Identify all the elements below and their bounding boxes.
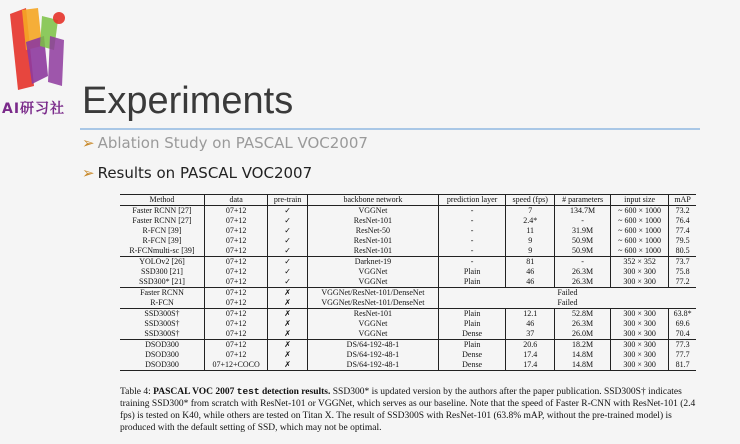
cell-backbone: Darknet-19 (307, 257, 438, 268)
header-input-size: input size (611, 195, 669, 206)
cell-backbone: ResNet-101 (307, 236, 438, 246)
cell-map: 76.4 (675, 216, 690, 225)
cell-input-size: 352 × 352 (611, 257, 669, 268)
cell-pretrain: ✗ (268, 288, 307, 299)
cell-input-size: ~ 600 × 1000 (611, 206, 669, 217)
table-row (120, 257, 696, 268)
cell-backbone: VGGNet/ResNet-101/DenseNet (307, 298, 438, 309)
cell-input-size: 300 × 300 (611, 267, 669, 277)
cell-backbone: ResNet-101 (307, 309, 438, 320)
cell-method: R-FCN [39] (120, 236, 204, 246)
caption-bold2: detection results. (259, 387, 331, 397)
cell-speed: 46 (506, 277, 555, 288)
cell-pretrain: ✓ (268, 277, 307, 288)
cell-method: DSOD300 (120, 360, 204, 371)
cell-method: R-FCNmulti-sc [39] (120, 246, 204, 257)
cell-data: 07+12 (204, 257, 267, 268)
table-body (120, 206, 696, 371)
cell-input-size: 300 × 300 (611, 309, 669, 320)
cell-map: 79.5 (675, 236, 690, 245)
table-row (120, 267, 696, 277)
header-speed: speed (fps) (506, 195, 555, 206)
cell-data: 07+12+COCO (204, 360, 267, 371)
cell-data: 07+12 (204, 329, 267, 340)
cell-data: 07+12 (204, 309, 267, 320)
cell-input-size: 300 × 300 (611, 277, 669, 288)
table-row (120, 277, 696, 288)
ai-logo-icon (4, 6, 68, 96)
cell-pretrain: ✓ (268, 206, 307, 217)
table-row (120, 309, 696, 320)
cell-method: SSD300S† (120, 309, 204, 320)
cell-parameters: 50.9M (555, 246, 611, 257)
cell-data: 07+12 (204, 216, 267, 226)
bullet-results (82, 164, 312, 182)
cell-input-size: ~ 600 × 1000 (611, 246, 669, 257)
table-row (120, 216, 696, 226)
header-backbone: backbone network (307, 195, 438, 206)
bullet-arrow-icon: ➢ (82, 164, 95, 182)
cell-data: 07+12 (204, 298, 267, 309)
cell-parameters: 26.3M (555, 267, 611, 277)
cell-map: 77.4 (675, 226, 690, 235)
cell-map: 73.2 (669, 206, 696, 217)
cell-pretrain: ✗ (268, 350, 307, 360)
cell-parameters: 14.8M (555, 360, 611, 371)
cell-pretrain: ✗ (268, 309, 307, 320)
cell-method: Faster RCNN [27] (120, 216, 204, 226)
cell-backbone: ResNet-101 (307, 216, 438, 226)
table-row (120, 226, 696, 236)
cell-input-size: 300 × 300 (611, 350, 669, 360)
cell-prediction-layer: Dense (438, 350, 505, 360)
table-row (120, 288, 696, 299)
header-data: data (204, 195, 267, 206)
cell-method: SSD300 [21] (120, 267, 204, 277)
header-method: Method (120, 195, 204, 206)
cell-pretrain: ✗ (268, 360, 307, 371)
bullet-ablation (82, 134, 368, 152)
cell-backbone: DS/64-192-48-1 (307, 360, 438, 371)
cell-prediction-layer: Dense (438, 360, 505, 371)
table-row (120, 329, 696, 340)
cell-data: 07+12 (204, 319, 267, 329)
cell-speed: 37 (506, 329, 555, 340)
cell-data: 07+12 (204, 246, 267, 257)
cell-backbone: VGGNet (307, 206, 438, 217)
cell-prediction-layer: - (438, 246, 505, 257)
cell-data: 07+12 (204, 288, 267, 299)
cell-map: 63.8* (669, 309, 696, 320)
cell-pretrain: ✓ (268, 236, 307, 246)
cell-failed: Failed (557, 298, 578, 307)
cell-method: SSD300S† (120, 319, 204, 329)
cell-map: 77.7 (675, 350, 690, 359)
results-table (120, 194, 696, 371)
cell-parameters: - (555, 257, 611, 268)
cell-speed: 9 (506, 246, 555, 257)
cell-input-size: ~ 600 × 1000 (611, 216, 669, 226)
cell-data: 07+12 (204, 340, 267, 351)
cell-data: 07+12 (204, 267, 267, 277)
cell-pretrain: ✓ (268, 216, 307, 226)
table-row (120, 298, 696, 309)
cell-pretrain: ✗ (268, 298, 307, 309)
cell-input-size: 300 × 300 (611, 340, 669, 351)
cell-backbone: DS/64-192-48-1 (307, 340, 438, 351)
cell-map: 73.7 (669, 257, 696, 268)
cell-backbone: VGGNet/ResNet-101/DenseNet (307, 288, 438, 299)
cell-speed: 17.4 (506, 360, 555, 371)
cell-prediction-layer: Dense (438, 329, 505, 340)
cell-map: 77.2 (675, 277, 690, 286)
cell-input-size: 300 × 300 (611, 329, 669, 340)
cell-prediction-layer: - (438, 206, 505, 217)
cell-method: R-FCN [39] (120, 226, 204, 236)
header-map: mAP (674, 195, 691, 204)
cell-parameters: - (555, 216, 611, 226)
cell-backbone: ResNet-50 (307, 226, 438, 236)
cell-speed: 46 (506, 319, 555, 329)
cell-speed: 12.1 (506, 309, 555, 320)
cell-method: Faster RCNN [27] (120, 206, 204, 217)
cell-parameters: 26.0M (555, 329, 611, 340)
cell-data: 07+12 (204, 226, 267, 236)
cell-parameters: 31.9M (555, 226, 611, 236)
cell-parameters: 18.2M (555, 340, 611, 351)
cell-speed: 7 (506, 206, 555, 217)
cell-parameters: 14.8M (555, 350, 611, 360)
title-rule (80, 128, 700, 130)
bullet-arrow-icon: ➢ (82, 134, 95, 152)
cell-speed: 9 (506, 236, 555, 246)
cell-prediction-layer: Plain (438, 309, 505, 320)
table-row (120, 236, 696, 246)
cell-pretrain: ✓ (268, 257, 307, 268)
cell-method: YOLOv2 [26] (120, 257, 204, 268)
cell-data: 07+12 (204, 236, 267, 246)
cell-backbone: DS/64-192-48-1 (307, 350, 438, 360)
cell-method: R-FCN (120, 298, 204, 309)
cell-method: SSD300S† (120, 329, 204, 340)
cell-pretrain: ✓ (268, 267, 307, 277)
slide-title: Experiments (82, 80, 294, 122)
cell-parameters: 26.3M (555, 319, 611, 329)
cell-input-size: 300 × 300 (611, 360, 669, 371)
cell-speed: 11 (506, 226, 555, 236)
table-row (120, 206, 696, 217)
cell-prediction-layer: Plain (438, 267, 505, 277)
cell-prediction-layer: - (438, 226, 505, 236)
header-pretrain: pre-train (268, 195, 307, 206)
cell-map: 70.4 (675, 329, 690, 338)
cell-pretrain: ✗ (268, 340, 307, 351)
cell-method: DSOD300 (120, 340, 204, 351)
cell-backbone: VGGNet (307, 319, 438, 329)
table-header-row (120, 195, 696, 206)
cell-prediction-layer: - (438, 216, 505, 226)
cell-map: 69.6 (675, 319, 690, 328)
header-parameters: # parameters (555, 195, 611, 206)
cell-speed: 46 (506, 267, 555, 277)
cell-speed: 2.4* (506, 216, 555, 226)
table-row (120, 340, 696, 351)
caption-mono: test (236, 386, 260, 397)
cell-backbone: ResNet-101 (307, 246, 438, 257)
cell-parameters: 26.3M (555, 277, 611, 288)
cell-speed: 81 (506, 257, 555, 268)
cell-pretrain: ✗ (268, 319, 307, 329)
cell-prediction-layer: - (438, 257, 505, 268)
cell-input-size: ~ 600 × 1000 (611, 236, 669, 246)
cell-parameters: 52.8M (555, 309, 611, 320)
cell-speed: 17.4 (506, 350, 555, 360)
bullet-text: Results on PASCAL VOC2007 (97, 164, 313, 182)
cell-prediction-layer: Plain (438, 277, 505, 288)
caption-label: Table 4: (120, 387, 154, 397)
cell-input-size: ~ 600 × 1000 (611, 226, 669, 236)
table-row (120, 246, 696, 257)
results-table-container (120, 194, 696, 371)
cell-prediction-layer: Plain (438, 340, 505, 351)
cell-map: 80.5 (675, 246, 690, 255)
cell-failed: Failed (438, 288, 696, 299)
logo-text: AI研习社 (2, 101, 66, 117)
bullet-text: Ablation Study on PASCAL VOC2007 (97, 134, 368, 152)
cell-pretrain: ✗ (268, 329, 307, 340)
cell-method: DSOD300 (120, 350, 204, 360)
cell-data: 07+12 (204, 350, 267, 360)
cell-method: SSD300* [21] (120, 277, 204, 288)
table-row (120, 319, 696, 329)
cell-prediction-layer: - (438, 236, 505, 246)
cell-speed: 20.6 (506, 340, 555, 351)
cell-parameters: 134.7M (555, 206, 611, 217)
cell-backbone: VGGNet (307, 267, 438, 277)
cell-backbone: VGGNet (307, 277, 438, 288)
cell-map: 81.7 (675, 360, 690, 369)
cell-map: 77.3 (669, 340, 696, 351)
cell-parameters: 50.9M (555, 236, 611, 246)
cell-data: 07+12 (204, 206, 267, 217)
caption-bold: PASCAL VOC 2007 (153, 387, 237, 397)
cell-data: 07+12 (204, 277, 267, 288)
cell-prediction-layer: Plain (438, 319, 505, 329)
table-row (120, 350, 696, 360)
cell-map: 75.8 (675, 267, 690, 276)
cell-backbone: VGGNet (307, 329, 438, 340)
cell-pretrain: ✓ (268, 246, 307, 257)
table-row (120, 360, 696, 371)
cell-method: Faster RCNN (120, 288, 204, 299)
header-prediction-layer: prediction layer (438, 195, 505, 206)
table-caption (120, 386, 700, 434)
caption-text: SSD300* is updated version by the authors after the paper publication. SSD300S† indicates training SSD300* from scratch with ResNet-101 or VGGNet, which serves as our baseline. Note that the speed of Faster R-CNN with ResNet-101 (2.4 fps) is tested on K40, while others are tested on Titan X. The result of SSD300S with ResNet-101 (63.8% mAP, without the pre-trained model) is produced with the default setting of SSD, which may not be optimal. (120, 387, 696, 433)
cell-input-size: 300 × 300 (611, 319, 669, 329)
cell-pretrain: ✓ (268, 226, 307, 236)
